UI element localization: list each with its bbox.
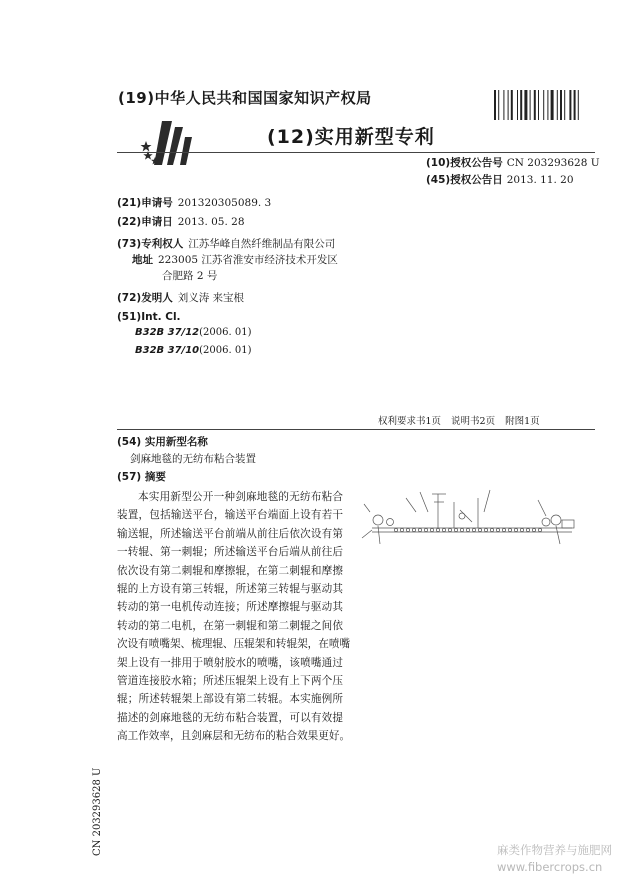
watermark-url: www.fibercrops.cn [497, 860, 603, 874]
address-label: 地址 [132, 254, 153, 266]
application-date-label: (22)申请日 [117, 216, 173, 228]
publication-number-value: CN 203293628 U [506, 157, 600, 169]
watermark-site-name: 麻类作物营养与施肥网 [497, 843, 612, 857]
inventors [117, 290, 244, 305]
title-label-text: (54) 实用新型名称 [117, 436, 208, 448]
patent-kind-title: (12)实用新型专利 [267, 126, 435, 148]
side-publication-number-text: CN 203293628 U [92, 767, 103, 856]
application-date [117, 214, 245, 229]
abstract-label-text: (57) 摘要 [117, 471, 166, 483]
ipc-code-1 [135, 327, 251, 338]
abstract-line: 输送辊，所述输送平台前端从前往后依次设有第 [117, 527, 343, 540]
ipc-code-1-symbol: B32B 37/12 [135, 327, 200, 338]
ipc-code-2-version: (2006. 01) [199, 345, 252, 356]
publication-date [426, 172, 574, 187]
cnipa-logo-icon [140, 119, 198, 167]
application-number-label: (21)申请号 [117, 197, 173, 209]
abstract-line: 本实用新型公开一种剑麻地毯的无纺布粘合 [138, 491, 343, 503]
address-line-1: 223005 江苏省淮安市经济技术开发区 [158, 254, 338, 266]
abstract-line: 次设有喷嘴架、梳理辊、压辊架和转辊架，在喷嘴 [117, 638, 351, 651]
int-cl [117, 311, 181, 323]
abstract-drawing [350, 482, 592, 572]
application-number [117, 195, 271, 210]
side-publication-number [92, 736, 106, 856]
office-title: (19)中华人民共和国国家知识产权局 [118, 89, 372, 107]
ipc-code-2 [135, 345, 251, 356]
utility-model-title-label [117, 434, 208, 449]
publication-number [426, 155, 600, 170]
abstract-line: 架上设有一排用于喷射胶水的喷嘴，该喷嘴通过 [117, 656, 343, 669]
drawing-pages: 附图1页 [505, 416, 540, 427]
inventors-value: 刘义涛 来宝根 [177, 292, 245, 304]
abstract-line: 转动的第二电机，在第一刺辊和第二刺辊之间依 [117, 619, 343, 632]
address [132, 252, 338, 267]
ipc-code-1-version: (2006. 01) [199, 327, 252, 338]
abstract-label [117, 469, 166, 484]
barcode-image [494, 90, 610, 120]
patentee-value: 江苏华峰自然纤维制品有限公司 [188, 238, 336, 250]
abstract-line: 一转辊、第一刺辊；所述输送平台后端从前往后 [117, 546, 343, 559]
abstract-line: 辊；所述转辊架上部设有第二转辊。本实施例所 [117, 693, 343, 706]
header-divider [117, 152, 595, 153]
abstract-line: 辊的上方设有第三转辊，所述第三转辊与驱动其 [117, 583, 343, 596]
description-pages: 说明书2页 [451, 416, 496, 427]
patentee-label: (73)专利权人 [117, 238, 184, 250]
abstract-line: 转动的第一电机传动连接；所述摩擦辊与驱动其 [117, 601, 343, 614]
int-cl-label: (51)Int. Cl. [117, 311, 181, 323]
abstract-line: 管道连接胶水箱；所述压辊架上设有上下两个压 [117, 675, 343, 688]
abstract-line: 高工作效率，且剑麻层和无纺布的粘合效果更好。 [117, 730, 351, 743]
publication-number-label: (10)授权公告号 [426, 157, 503, 169]
abstract-line: 描述的剑麻地毯的无纺布粘合装置，可以有效提 [117, 711, 343, 724]
publication-date-value: 2013. 11. 20 [506, 174, 574, 186]
address-line-2: 合肥路 2 号 [162, 270, 218, 282]
abstract-text [117, 488, 351, 746]
utility-model-title: 剑麻地毯的无纺布粘合装置 [130, 453, 256, 465]
application-date-value: 2013. 05. 28 [177, 216, 245, 228]
patentee [117, 236, 335, 251]
claims-pages: 权利要求书1页 [378, 416, 442, 427]
inventors-label: (72)发明人 [117, 292, 173, 304]
application-number-value: 201320305089. 3 [177, 197, 272, 209]
ipc-code-2-symbol: B32B 37/10 [135, 345, 200, 356]
abstract-line: 依次设有第二刺辊和摩擦辊，在第二刺辊和摩擦 [117, 564, 343, 577]
page-counts-divider [117, 429, 595, 430]
abstract-line: 装置，包括输送平台，输送平台端面上设有若干 [117, 509, 343, 522]
page-counts [378, 413, 550, 427]
publication-date-label: (45)授权公告日 [426, 174, 503, 186]
